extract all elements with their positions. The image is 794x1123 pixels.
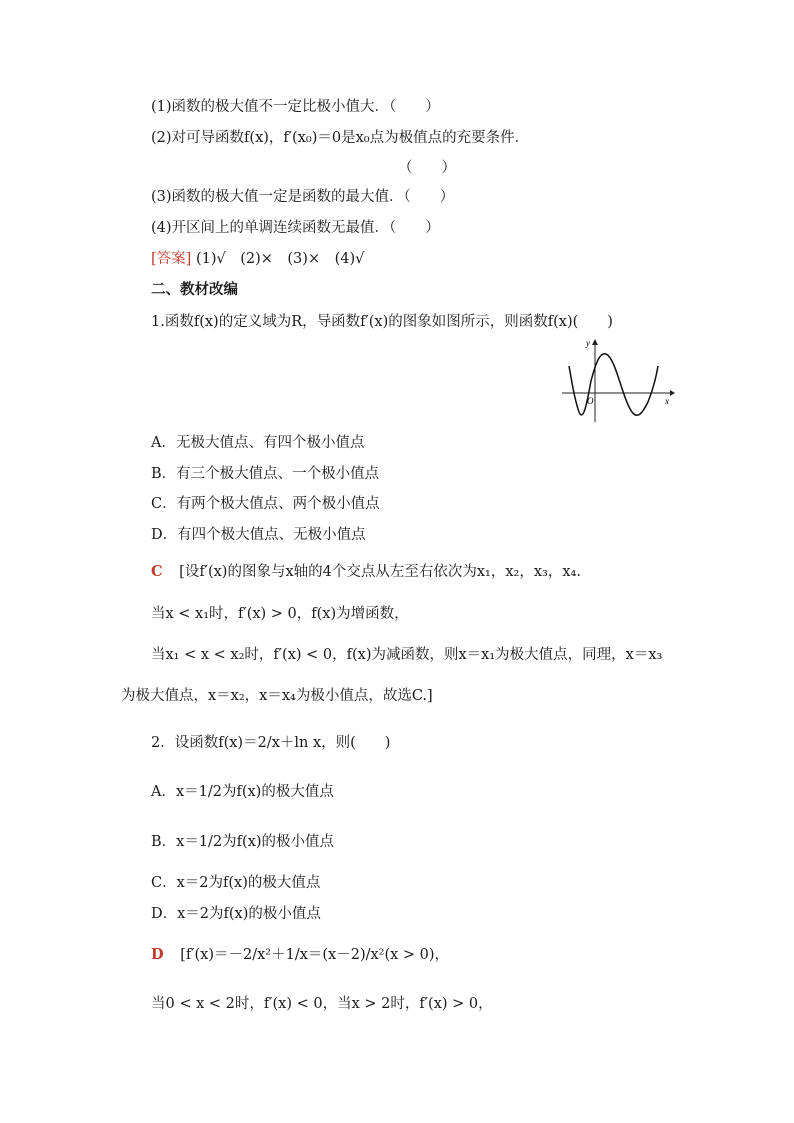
origin-label: O <box>587 396 594 406</box>
q1-solution-1 <box>151 562 581 582</box>
q1-option-a: A．无极大值点、有四个极小值点 <box>151 435 365 451</box>
q1-solution-1-text: [设f′(x)的图象与x轴的4个交点从左至右依次为x₁，x₂，x₃，x₄. <box>179 564 581 580</box>
q2-option-a: A．x＝1/2为f(x)的极大值点 <box>151 784 334 800</box>
q1-option-d: D．有四个极大值点、无极小值点 <box>151 527 366 543</box>
y-label: y <box>586 338 590 348</box>
q2-answer-letter: D <box>151 946 164 963</box>
section-title: 二、教材改编 <box>151 281 238 298</box>
judgment-4: (4)开区间上的单调连续函数无最值．（ ） <box>151 220 440 236</box>
x-label: x <box>665 396 669 406</box>
q2-solution-2: 当0 < x < 2时，f′(x) < 0，当x > 2时，f′(x) > 0， <box>151 996 493 1012</box>
x-axis-arrow <box>670 390 675 396</box>
q2-solution-1 <box>151 945 449 965</box>
q1-option-b: B．有三个极大值点、一个极小值点 <box>151 466 380 482</box>
q1-answer-letter: C <box>151 563 163 580</box>
judgment-2: (2)对可导函数f(x)，f′(x₀)＝0是x₀点为极值点的充要条件． <box>151 130 530 146</box>
q1-solution-4: 为极大值点，x＝x₂，x＝x₄为极小值点，故选C.] <box>121 688 433 704</box>
q2-solution-1-text: [f′(x)＝－2/x²＋1/x＝(x－2)/x²(x > 0)， <box>180 947 450 963</box>
q1-option-c: C．有两个极大值点、两个极小值点 <box>151 496 380 512</box>
y-axis-arrow <box>592 339 598 345</box>
answer-label: [答案] <box>151 251 192 267</box>
q2-option-d: D．x＝2为f(x)的极小值点 <box>151 906 321 922</box>
q2-option-b: B．x＝1/2为f(x)的极小值点 <box>151 834 335 850</box>
derivative-curve <box>569 354 658 416</box>
q2-option-c: C．x＝2为f(x)的极大值点 <box>151 875 321 891</box>
judgment-2-blank: （ ） <box>398 160 456 176</box>
q2-stem: 2．设函数f(x)＝2/x＋ln x，则( ) <box>151 735 391 751</box>
derivative-graph <box>558 336 676 426</box>
answer-line <box>151 249 364 269</box>
answer-text: (1)√ (2)× (3)× (4)√ <box>195 251 365 267</box>
q1-stem: 1.函数f(x)的定义域为R，导函数f′(x)的图象如图所示，则函数f(x)( ) <box>151 314 613 330</box>
judgment-3: (3)函数的极大值一定是函数的最大值．（ ） <box>151 189 455 205</box>
q1-solution-2: 当x < x₁时，f′(x) > 0，f(x)为增函数， <box>151 606 409 622</box>
q1-solution-3: 当x₁ < x < x₂时，f′(x) < 0，f(x)为减函数，则x＝x₁为极大值点，同理，x＝x₃ <box>151 647 663 663</box>
judgment-1: (1)函数的极大值不一定比极小值大．（ ） <box>151 99 440 115</box>
